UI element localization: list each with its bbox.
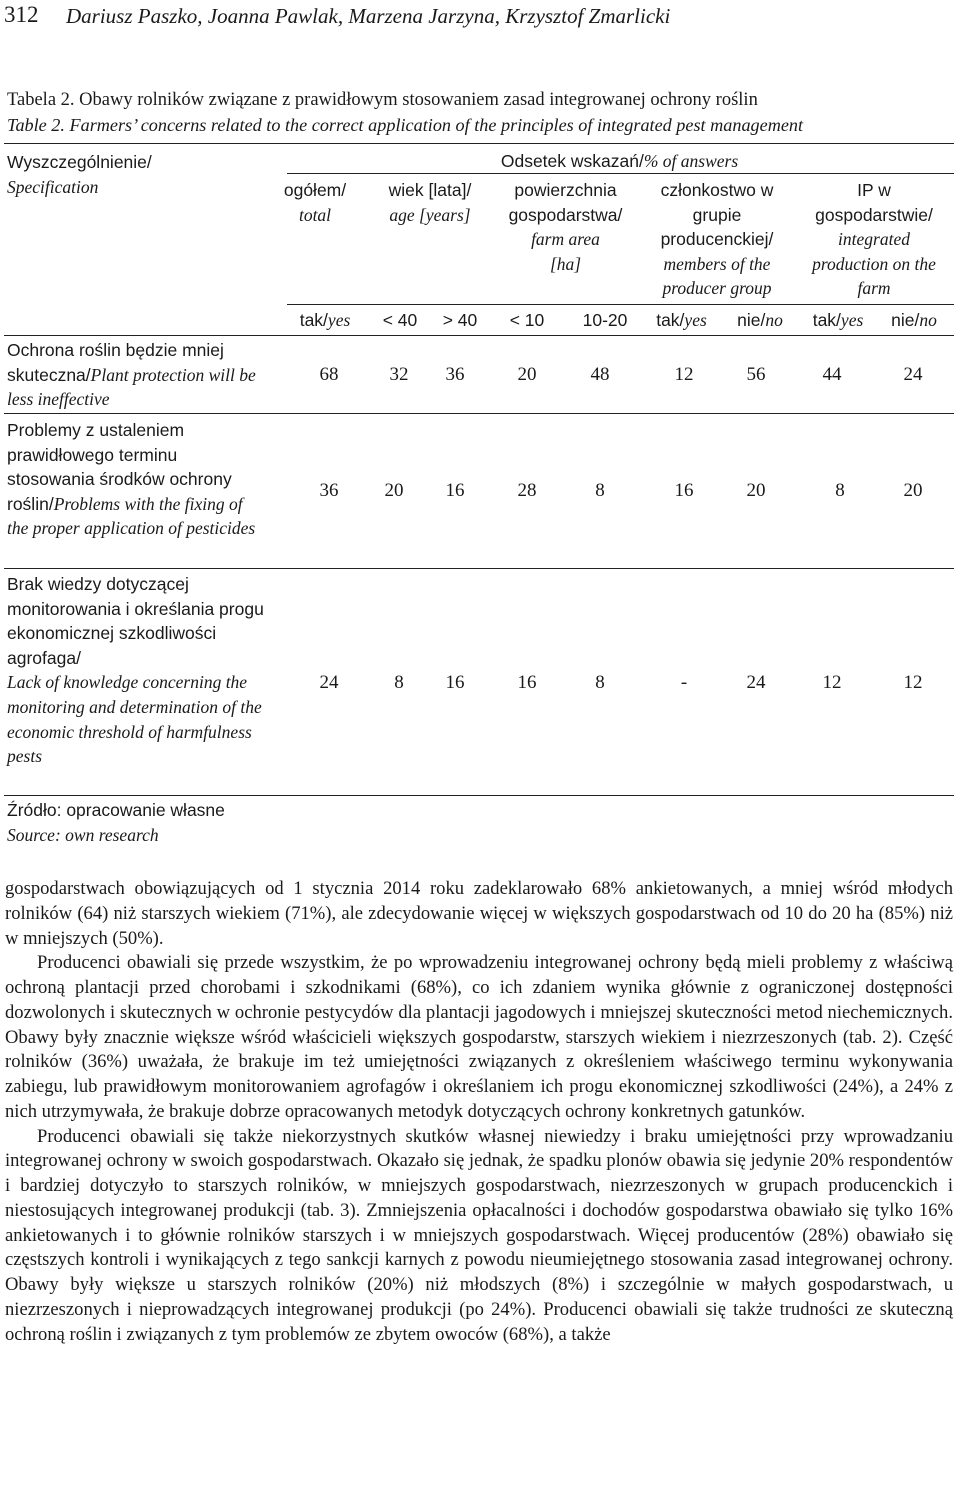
cell-r1-ip-no: 24 bbox=[903, 364, 923, 385]
subcol-area-10-20: 10-20 bbox=[582, 310, 628, 330]
col-header-en: age [years] bbox=[389, 204, 471, 225]
cell-r2-age-lt40: 20 bbox=[384, 480, 404, 501]
spec-column-header bbox=[7, 150, 152, 200]
subcol-en: yes bbox=[840, 310, 864, 330]
subcol-group-yes bbox=[644, 309, 719, 331]
cell-r3-total: 24 bbox=[319, 672, 339, 693]
cell-r1-total: 68 bbox=[319, 364, 339, 385]
cell-r2-ip-no: 20 bbox=[903, 480, 923, 501]
cell-r3-group-yes: - bbox=[680, 672, 688, 693]
cell-r1-area-lt10: 20 bbox=[517, 364, 537, 385]
row-label-3 bbox=[7, 572, 269, 769]
cell-r1-age-gt40: 36 bbox=[445, 364, 465, 385]
cell-r2-age-gt40: 16 bbox=[445, 480, 465, 501]
cell-r3-age-gt40: 16 bbox=[445, 672, 465, 693]
cell-r2-area-lt10: 28 bbox=[517, 480, 537, 501]
cell-r2-group-yes: 16 bbox=[674, 480, 694, 501]
cell-r1-ip-yes: 44 bbox=[822, 364, 842, 385]
cell-r1-group-no: 56 bbox=[746, 364, 766, 385]
row-label-pl: Ochrona roślin będzie mniej skuteczna/ bbox=[7, 340, 224, 385]
row-label-pl: Brak wiedzy dotyczącej monitorowania i określania progu ekonomicznej szkodliwości agrofaga/ bbox=[7, 574, 264, 668]
row-rule-1 bbox=[4, 413, 954, 414]
cell-r2-total: 36 bbox=[319, 480, 339, 501]
body-paragraph-2: Producenci obawiali się przede wszystkim, że po wprowadzeniu integrowanej ochrony będą mieli problemy z właściwą ochroną plantacji przed chorobami i szkodnikami (68%), co ich zdaniem wynika głównie z ograniczonej dostępności dozwolonych i skutecznych w ochronie pestycydów dla plantacji jagodowych i mniejszej skuteczności metod niechemicznych. Obawy były znacznie większe wśród właścicieli większych gospodarstw, starszych wiekiem i niezrzeszonych (tab. 2). Część rolników (36%) uważała, że brakuje im też umiejętności związanych z określeniem właściwego terminu wykonywania zabiegu, lub prawidłowym monitorowaniem agrofagów i określaniem ich progu ekonomicznej szkodliwości (24%), a 24% z nich utrzymywała, że brakuje dobrze opracowanych metodyk dotyczących ochrony konkretnych gatunków. bbox=[5, 952, 953, 1122]
row-label-pl: Problemy z ustaleniem prawidłowego terminu stosowania środków ochrony roślin/ bbox=[7, 420, 232, 514]
page-number: 312 bbox=[4, 2, 39, 27]
col-header-en: integrated production on the farm bbox=[812, 229, 936, 298]
col-header-en: members of the producer group bbox=[662, 253, 772, 298]
cell-r3-group-no: 24 bbox=[746, 672, 766, 693]
table-caption-en: Table 2. Farmers’ concerns related to the correct application of the principles of integrated pest management bbox=[7, 115, 804, 135]
row-label-2 bbox=[7, 418, 262, 541]
col-header-pl: IP w gospodarstwie/ bbox=[815, 180, 933, 225]
row-label-1 bbox=[7, 338, 267, 412]
table-bottom-rule bbox=[4, 795, 954, 796]
row-rule-2 bbox=[4, 568, 954, 569]
col-header-pl: powierzchnia gospodarstwa/ bbox=[508, 180, 623, 225]
answers-group-header bbox=[287, 149, 952, 173]
col-header-age bbox=[365, 178, 495, 227]
row-label-en: Plant protection will be less ineffective bbox=[7, 364, 256, 410]
table-source bbox=[7, 798, 225, 848]
running-head-authors: Dariusz Paszko, Joanna Pawlak, Marzena Jarzyna, Krzysztof Zmarlicki bbox=[66, 4, 671, 28]
group-header-en: % of answers bbox=[643, 151, 739, 171]
body-paragraph-3: Producenci obawiali się także niekorzystnych skutków własnej niewiedzy i braku umiejętności przy wprowadzaniu integrowanej ochrony w swoich gospodarstwach. Okazało się jednak, że spadku plonów obawia się jedynie 20% respondentów i bardziej dotyczyło to starszych rolników, w mniejszych gospodarstwach, niezrzeszonych w grupach producenckich i niestosujących integrowanej produkcji (tab. 3). Zmniejszenia opłacalności i dochodów gospodarstwa obawiało się tylko 16% ankietowanych i to głównie rolników starszych i w mniejszych gospodarstwach. Więcej producentów (28%) obawiało się częstszych kontroli i wynikających z tego sankcji karnych z powodu nieumiejętnego stosowania zasad integrowanej ochrony. Obawy były większe u starszych rolników (20%) niż młodszych (8%) i szczególnie w małych gospodarstwach, u niezrzeszonych i nieprowadzących integrowanej produkcji (po 24%). Producenci obawiali się także trudności ze skuteczną ochroną roślin i związanych z tym problemów ze zbytem owoców (68%), a także bbox=[5, 1125, 953, 1345]
cell-r1-age-lt40: 32 bbox=[389, 364, 409, 385]
cell-r1-area-10-20: 48 bbox=[590, 364, 610, 385]
cell-r2-ip-yes: 8 bbox=[835, 480, 845, 501]
col-header-pl: członkostwo w grupie producenckiej/ bbox=[660, 180, 774, 249]
col-header-farm-area bbox=[497, 178, 634, 276]
running-header bbox=[4, 2, 954, 38]
col-header-total bbox=[280, 178, 350, 227]
body-paragraph-1: gospodarstwach obowiązujących od 1 stycznia 2014 roku zadeklarowało 68% ankietowanych, a mniej wśród młodych rolników (64) niż starszych wiekiem (71%), ale zdecydowanie więcej w większych gospodarstwach od 10 do 20 ha (85%) niż w mniejszych (50%). bbox=[5, 878, 953, 949]
subcol-pl: nie/ bbox=[891, 310, 920, 330]
body-text bbox=[5, 877, 953, 1347]
subcol-age-under-40: < 40 bbox=[382, 310, 418, 330]
header-bottom-rule bbox=[4, 335, 954, 336]
subcol-ip-yes bbox=[798, 309, 878, 331]
cell-r3-area-lt10: 16 bbox=[517, 672, 537, 693]
source-en: Source: own research bbox=[7, 825, 159, 845]
table-caption-pl: Tabela 2. Obawy rolników związane z prawidłowym stosowaniem zasad integrowanej ochrony roślin bbox=[7, 90, 758, 110]
cell-r3-age-lt40: 8 bbox=[394, 672, 404, 693]
subcol-total-yes bbox=[286, 309, 364, 331]
col-header-ip-farm bbox=[800, 178, 948, 301]
subcol-pl: nie/ bbox=[737, 310, 766, 330]
col-header-producer-group bbox=[642, 178, 792, 301]
subcol-en: yes bbox=[327, 310, 351, 330]
subcol-age-over-40: > 40 bbox=[442, 310, 478, 330]
subcol-pl: tak/ bbox=[656, 310, 685, 330]
group-header-pl: Odsetek wskazań/ bbox=[500, 151, 644, 171]
cell-r3-ip-no: 12 bbox=[903, 672, 923, 693]
col-header-pl: wiek [lata]/ bbox=[388, 180, 472, 200]
row-label-en: Problems with the fixing of the proper application of pesticides bbox=[7, 493, 256, 539]
cell-r3-ip-yes: 12 bbox=[822, 672, 842, 693]
subcol-pl: tak/ bbox=[299, 310, 328, 330]
row-label-en: Lack of knowledge concerning the monitoring and determination of the economic threshold of harmfulness pests bbox=[7, 672, 262, 767]
subcol-ip-no bbox=[876, 309, 952, 331]
cell-r3-area-10-20: 8 bbox=[595, 672, 605, 693]
subcol-en: no bbox=[765, 310, 783, 330]
subcol-group-no bbox=[725, 309, 795, 331]
cell-r2-area-10-20: 8 bbox=[595, 480, 605, 501]
column-head-rule bbox=[287, 304, 954, 305]
cell-r2-group-no: 20 bbox=[746, 480, 766, 501]
subcol-en: no bbox=[919, 310, 937, 330]
table-top-rule bbox=[4, 143, 954, 144]
source-pl: Źródło: opracowanie własne bbox=[7, 800, 225, 820]
group-head-rule bbox=[287, 173, 954, 174]
cell-r1-group-yes: 12 bbox=[674, 364, 694, 385]
subcol-en: yes bbox=[684, 310, 707, 330]
subcol-pl: tak/ bbox=[812, 310, 841, 330]
col-header-pl: ogółem/ bbox=[283, 180, 347, 200]
spec-header-en: Specification bbox=[7, 177, 99, 197]
spec-header-pl: Wyszczególnienie/ bbox=[7, 152, 152, 172]
subcol-area-under-10: < 10 bbox=[509, 310, 545, 330]
col-header-en: farm area [ha] bbox=[531, 229, 600, 274]
col-header-en: total bbox=[298, 204, 332, 225]
